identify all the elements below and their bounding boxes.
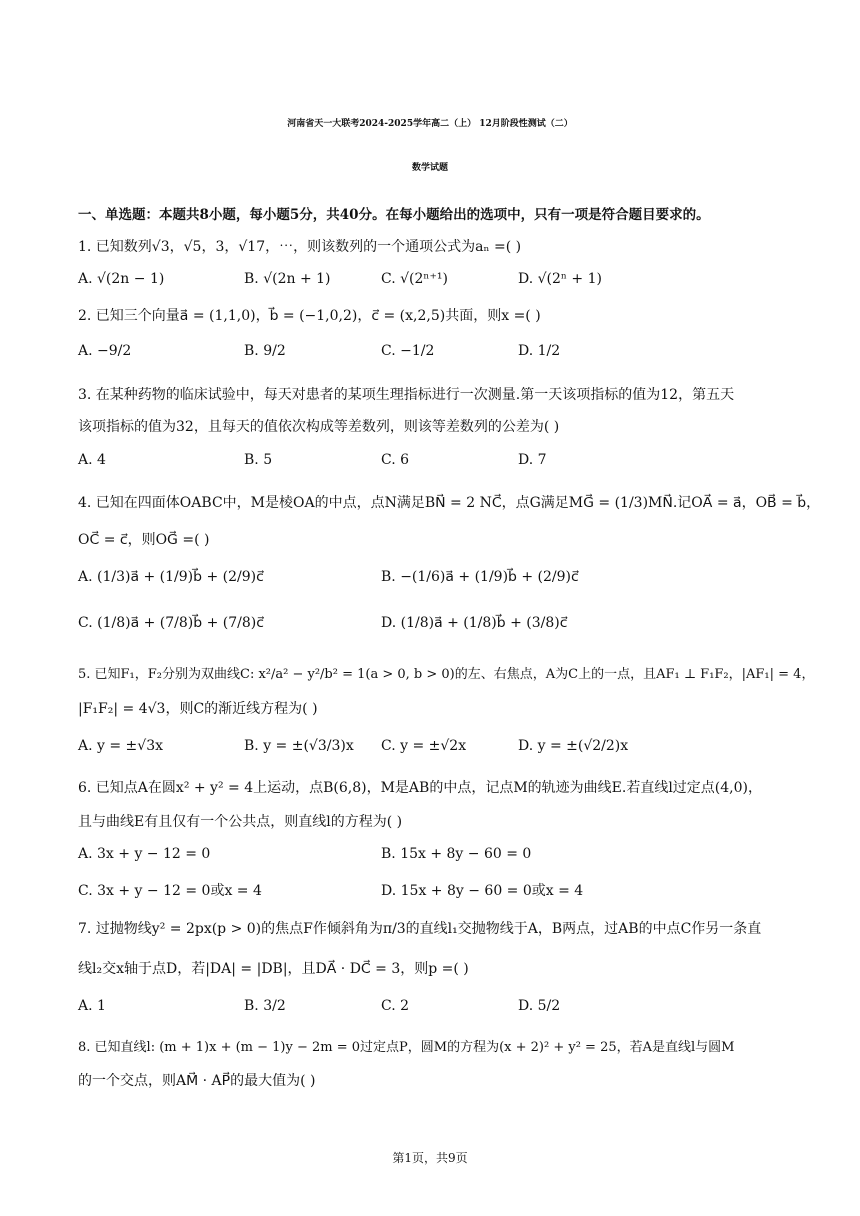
- question-5-stem-line-2: |F₁F₂| = 4√3，则C的渐近线方程为( ): [78, 701, 318, 717]
- question-2-option-c: C. −1/2: [381, 343, 435, 359]
- question-7-option-a: A. 1: [78, 998, 106, 1014]
- question-8-stem-line-1: 8. 已知直线l: (m + 1)x + (m − 1)y − 2m = 0过定点P，圆M的方程为(x + 2)² + y² = 25，若A是直线l与圆M: [78, 1040, 735, 1055]
- page-title: 河南省天一大联考2024-2025学年高二（上） 12月阶段性测试（二）: [287, 119, 573, 129]
- question-4-stem-line-2: OC⃗ = c⃗，则OG⃗ =( ): [78, 532, 210, 548]
- question-1-stem: 1. 已知数列√3，√5，3，√17，⋯，则该数列的一个通项公式为aₙ =( ): [78, 239, 522, 255]
- question-1-option-d: D. √(2ⁿ + 1): [518, 271, 602, 287]
- question-6-option-d: D. 15x + 8y − 60 = 0或x = 4: [381, 883, 584, 899]
- question-4-option-c: C. (1/8)a⃗ + (7/8)b⃗ + (7/8)c⃗: [78, 615, 264, 631]
- question-4-stem-line-1: 4. 已知在四面体OABC中，M是棱OA的中点，点N满足BN⃗ = 2 NC⃗，点G满足MG⃗ = (1/3)MN⃗.记OA⃗ = a⃗，OB⃗ = b⃗，: [78, 495, 821, 511]
- question-4-option-b: B. −(1/6)a⃗ + (1/9)b⃗ + (2/9)c⃗: [381, 569, 579, 585]
- question-4-option-a: A. (1/3)a⃗ + (1/9)b⃗ + (2/9)c⃗: [78, 569, 264, 585]
- page-subtitle: 数学试题: [411, 163, 448, 173]
- question-1-option-b: B. √(2n + 1): [244, 271, 331, 287]
- question-3-stem-line-2: 该项指标的值为32，且每天的值依次构成等差数列，则该等差数列的公差为( ): [78, 419, 560, 435]
- question-5-option-a: A. y = ±√3x: [78, 738, 164, 754]
- question-5-option-c: C. y = ±√2x: [381, 738, 467, 754]
- page-footer: 第1页，共9页: [392, 1151, 468, 1165]
- question-6-stem-line-1: 6. 已知点A在圆x² + y² = 4上运动，点B(6,8)，M是AB的中点，记点M的轨迹为曲线E.若直线l过定点(4,0)，: [78, 780, 762, 796]
- question-7-stem-line-1: 7. 过抛物线y² = 2px(p > 0)的焦点F作倾斜角为π/3的直线l₁交抛物线于A，B两点，过AB的中点C作另一条直: [78, 921, 762, 937]
- question-7-stem-line-2: 线l₂交x轴于点D，若|DA| = |DB|，且DA⃗ · DC⃗ = 3，则p =( ): [78, 961, 469, 977]
- question-7-option-d: D. 5/2: [518, 998, 561, 1014]
- question-3-option-a: A. 4: [78, 452, 106, 468]
- question-6-stem-line-2: 且与曲线E有且仅有一个公共点，则直线l的方程为( ): [78, 814, 403, 830]
- question-3-option-b: B. 5: [244, 452, 273, 468]
- question-1-option-c: C. √(2ⁿ⁺¹): [381, 271, 448, 287]
- question-2-option-b: B. 9/2: [244, 343, 286, 359]
- question-6-option-b: B. 15x + 8y − 60 = 0: [381, 846, 532, 862]
- question-7-option-b: B. 3/2: [244, 998, 286, 1014]
- question-2-stem: 2. 已知三个向量a⃗ = (1,1,0)，b⃗ = (−1,0,2)，c⃗ = (x,2,5)共面，则x =( ): [78, 308, 541, 324]
- question-3-option-c: C. 6: [381, 452, 410, 468]
- question-7-option-c: C. 2: [381, 998, 410, 1014]
- question-5-stem-line-1: 5. 已知F₁，F₂分别为双曲线C: x²/a² − y²/b² = 1(a > 0, b > 0)的左、右焦点，A为C上的一点，且AF₁ ⊥ F₁F₂，|AF₁| = 4，: [78, 667, 815, 682]
- question-8-stem-line-2: 的一个交点，则AM⃗ · AP⃗的最大值为( ): [78, 1073, 316, 1089]
- question-6-option-c: C. 3x + y − 12 = 0或x = 4: [78, 883, 262, 899]
- question-4-option-d: D. (1/8)a⃗ + (1/8)b⃗ + (3/8)c⃗: [381, 615, 568, 631]
- question-5-option-d: D. y = ±(√2/2)x: [518, 738, 629, 754]
- question-3-stem-line-1: 3. 在某种药物的临床试验中，每天对患者的某项生理指标进行一次测量.第一天该项指标的值为12，第五天: [78, 387, 735, 403]
- question-1-option-a: A. √(2n − 1): [78, 271, 165, 287]
- question-2-option-d: D. 1/2: [518, 343, 561, 359]
- question-3-option-d: D. 7: [518, 452, 547, 468]
- question-5-option-b: B. y = ±(√3/3)x: [244, 738, 354, 754]
- question-6-option-a: A. 3x + y − 12 = 0: [78, 846, 211, 862]
- question-2-option-a: A. −9/2: [78, 343, 132, 359]
- section-header: 一、单选题：本题共8小题，每小题5分，共40分。在每小题给出的选项中，只有一项是符合题目要求的。: [78, 207, 710, 223]
